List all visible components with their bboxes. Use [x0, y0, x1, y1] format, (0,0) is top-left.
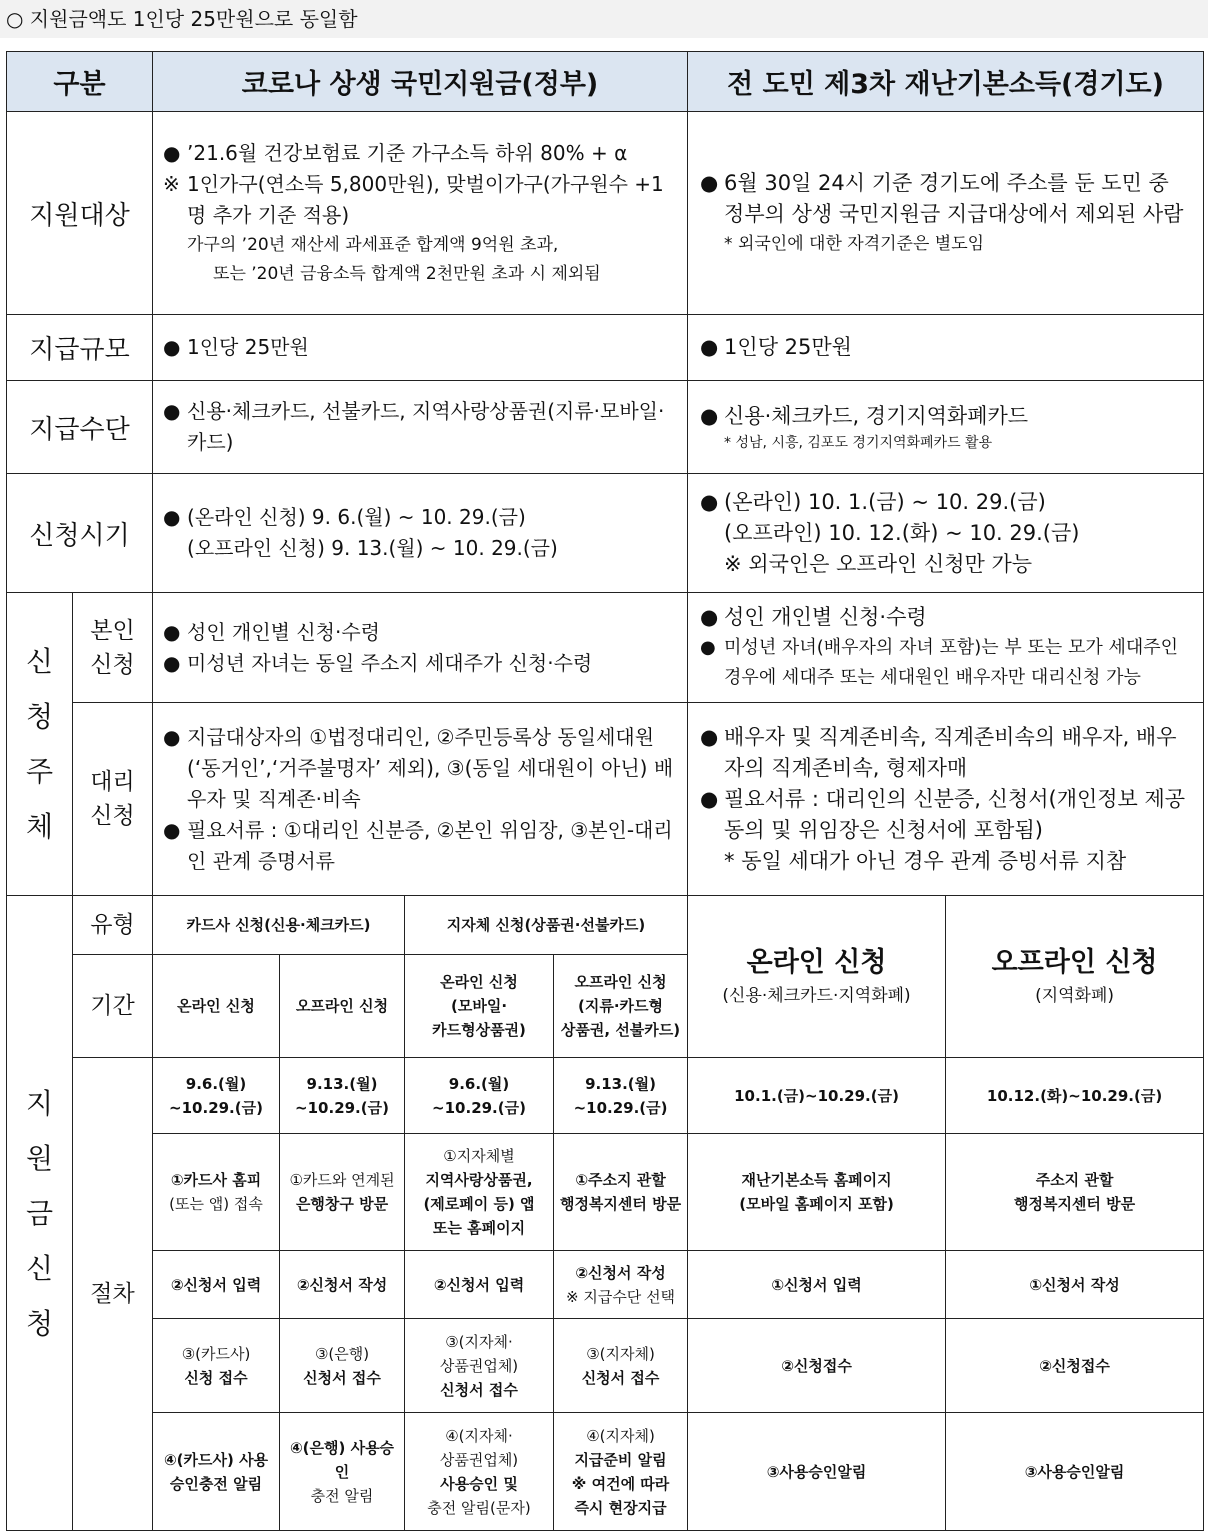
sub-label-self: 본인 신청	[73, 593, 153, 703]
row-period	[7, 474, 1204, 593]
period-government: ● (온라인 신청) 9. 6.(월) ~ 10. 29.(금) (오프라인 신청) 9. 13.(월) ~ 10. 29.(금)	[153, 474, 688, 593]
card-offline-period: 오프라인 신청	[280, 955, 405, 1058]
row-step-4	[7, 1413, 1204, 1531]
target-gyeonggi: ● 6월 30일 24시 기준 경기도에 주소를 둔 도민 중 정부의 상생 국민지원금 지급대상에서 제외된 사람 * 외국인에 대한 자격기준은 별도임	[688, 112, 1204, 315]
date-local-offline: 9.13.(월) ~10.29.(금)	[554, 1058, 688, 1134]
step4-card-offline: ④(은행) 사용승인 충전 알림	[280, 1413, 405, 1531]
step1-card-offline: ①카드와 연계된 은행창구 방문	[280, 1134, 405, 1251]
step1-local-online: ①지자체별 지역사랑상품권, (제로페이 등) 앱 또는 홈페이지	[405, 1134, 554, 1251]
step1-gg-online: 재난기본소득 홈페이지 (모바일 홈페이지 포함)	[688, 1134, 946, 1251]
proxy-gyeonggi: ● 배우자 및 직계존비속, 직계존비속의 배우자, 배우자의 직계존비속, 형제자매 ● 필요서류 : 대리인의 신분증, 신청서(개인정보 제공 동의 및 위임장은 신청서에 포함됨) * 동일 세대가 아닌 경우 관계 증빙서류 지참	[688, 703, 1204, 896]
date-gg-offline: 10.12.(화)~10.29.(금)	[946, 1058, 1204, 1134]
scale-gyeonggi: ● 1인당 25만원	[688, 315, 1204, 381]
row-step-1	[7, 1134, 1204, 1251]
header-government: 코로나 상생 국민지원금(정부)	[153, 52, 688, 112]
target-government: ● ’21.6월 건강보험료 기준 가구소득 하위 80% + α ※ 1인가구(연소득 5,800만원), 맞벌이가구(가구원수 +1명 추가 기준 적용) 가구의 ’20년 재산세 과세표준 합계액 9억원 초과, 또는 ’20년 금융소득 합계액 2천만원 초과 시 제외됨	[153, 112, 688, 315]
bullet-icon: ●	[700, 605, 719, 629]
date-local-online: 9.6.(월) ~10.29.(금)	[405, 1058, 554, 1134]
date-gg-online: 10.1.(금)~10.29.(금)	[688, 1058, 946, 1134]
row-apply-type	[7, 896, 1204, 955]
bullet-icon: ●	[700, 170, 719, 195]
bullet-icon: ●	[700, 637, 716, 658]
step4-local-offline: ④(지자체) 지급준비 알림 ※ 여건에 따라 즉시 현장지급	[554, 1413, 688, 1531]
step2-local-offline: ②신청서 작성 ※ 지급수단 선택	[554, 1251, 688, 1319]
step1-card-online: ①카드사 홈피 (또는 앱) 접속	[153, 1134, 280, 1251]
step3-local-online: ③(지자체· 상품권업체) 신청서 접수	[405, 1319, 554, 1413]
step2-card-offline: ②신청서 작성	[280, 1251, 405, 1319]
sub-label-type: 유형	[73, 896, 153, 955]
row-label-target: 지원대상	[7, 112, 153, 315]
step2-local-online: ②신청서 입력	[405, 1251, 554, 1319]
bullet-icon: ●	[700, 786, 719, 811]
bullet-icon: ●	[163, 650, 181, 675]
step2-gg-online: ①신청서 입력	[688, 1251, 946, 1319]
proxy-government: ● 지급대상자의 ①법정대리인, ②주민등록상 동일세대원(‘동거인’,‘거주불명자’ 제외), ③(동일 세대원이 아닌) 배우자 및 직계존·비속 ● 필요서류 : ①대리인 신분증, ②본인 위임장, ③본인-대리인 관계 증명서류	[153, 703, 688, 896]
step3-gg-online: ②신청접수	[688, 1319, 946, 1413]
sub-label-period: 기간	[73, 955, 153, 1058]
means-government: ● 신용·체크카드, 선불카드, 지역사랑상품권(지류·모바일·카드)	[153, 381, 688, 474]
bullet-icon: ●	[700, 724, 719, 749]
header-gyeonggi: 전 도민 제3차 재난기본소득(경기도)	[688, 52, 1204, 112]
reference-mark-icon: ※	[163, 171, 180, 196]
type-local-government: 지자체 신청(상품권·선불카드)	[405, 896, 688, 955]
step4-local-online: ④(지자체· 상품권업체) 사용승인 및 충전 알림(문자)	[405, 1413, 554, 1531]
local-offline-period: 오프라인 신청 (지류·카드형 상품권, 선불카드)	[554, 955, 688, 1058]
row-means	[7, 381, 1204, 474]
step2-card-online: ②신청서 입력	[153, 1251, 280, 1319]
page-heading: ○ 지원금액도 1인당 25만원으로 동일함	[6, 7, 358, 31]
date-card-offline: 9.13.(월) ~10.29.(금)	[280, 1058, 405, 1134]
bullet-icon: ●	[163, 335, 181, 359]
bullet-icon: ●	[700, 335, 719, 359]
row-applicant-self	[7, 593, 1204, 703]
row-scale	[7, 315, 1204, 381]
header-category: 구분	[7, 52, 153, 112]
step3-card-online: ③(카드사) 신청 접수	[153, 1319, 280, 1413]
step4-card-online: ④(카드사) 사용 승인충전 알림	[153, 1413, 280, 1531]
bullet-icon: ●	[163, 399, 181, 423]
type-card-company: 카드사 신청(신용·체크카드)	[153, 896, 405, 955]
means-gyeonggi: ● 신용·체크카드, 경기지역화폐카드 * 성남, 시흥, 김포도 경기지역화폐카드 활용	[688, 381, 1204, 474]
period-gyeonggi: ● (온라인) 10. 1.(금) ~ 10. 29.(금) (오프라인) 10. 12.(화) ~ 10. 29.(금) ※ 외국인은 오프라인 신청만 가능	[688, 474, 1204, 593]
self-government: ● 성인 개인별 신청·수령 ● 미성년 자녀는 동일 주소지 세대주가 신청·수령	[153, 593, 688, 703]
step4-gg-online: ③사용승인알림	[688, 1413, 946, 1531]
sub-label-procedure: 절차	[73, 1058, 153, 1531]
step3-card-offline: ③(은행) 신청서 접수	[280, 1319, 405, 1413]
row-label-period: 신청시기	[7, 474, 153, 593]
bullet-icon: ●	[163, 140, 181, 165]
step1-local-offline: ①주소지 관할 행정복지센터 방문	[554, 1134, 688, 1251]
row-label-apply: 지 원 금 신 청	[7, 896, 73, 1531]
sub-label-proxy: 대리 신청	[73, 703, 153, 896]
self-gyeonggi: ● 성인 개인별 신청·수령 ● 미성년 자녀(배우자의 자녀 포함)는 부 또는 모가 세대주인 경우에 세대주 또는 세대원인 배우자만 대리신청 가능	[688, 593, 1204, 703]
row-label-scale: 지급규모	[7, 315, 153, 381]
row-label-means: 지급수단	[7, 381, 153, 474]
row-target	[7, 112, 1204, 315]
bullet-icon: ●	[163, 505, 181, 529]
row-label-applicant: 신 청 주 체	[7, 593, 73, 896]
step3-local-offline: ③(지자체) 신청서 접수	[554, 1319, 688, 1413]
row-applicant-proxy	[7, 703, 1204, 896]
bullet-icon: ●	[163, 817, 181, 842]
row-step-3	[7, 1319, 1204, 1413]
scale-government: ● 1인당 25만원	[153, 315, 688, 381]
row-step-2	[7, 1251, 1204, 1319]
bullet-icon: ●	[163, 619, 181, 644]
card-online-period: 온라인 신청	[153, 955, 280, 1058]
comparison-table	[6, 51, 1204, 1531]
step4-gg-offline: ③사용승인알림	[946, 1413, 1204, 1531]
online-application-header: 온라인 신청 (신용·체크카드·지역화폐)	[688, 896, 946, 1058]
date-card-online: 9.6.(월) ~10.29.(금)	[153, 1058, 280, 1134]
row-apply-dates	[7, 1058, 1204, 1134]
bullet-icon: ●	[700, 489, 719, 514]
step3-gg-offline: ②신청접수	[946, 1319, 1204, 1413]
step1-gg-offline: 주소지 관할 행정복지센터 방문	[946, 1134, 1204, 1251]
bullet-icon: ●	[163, 724, 181, 749]
offline-application-header: 오프라인 신청 (지역화폐)	[946, 896, 1204, 1058]
local-online-period: 온라인 신청 (모바일· 카드형상품권)	[405, 955, 554, 1058]
bullet-icon: ●	[700, 403, 719, 428]
step2-gg-offline: ①신청서 작성	[946, 1251, 1204, 1319]
